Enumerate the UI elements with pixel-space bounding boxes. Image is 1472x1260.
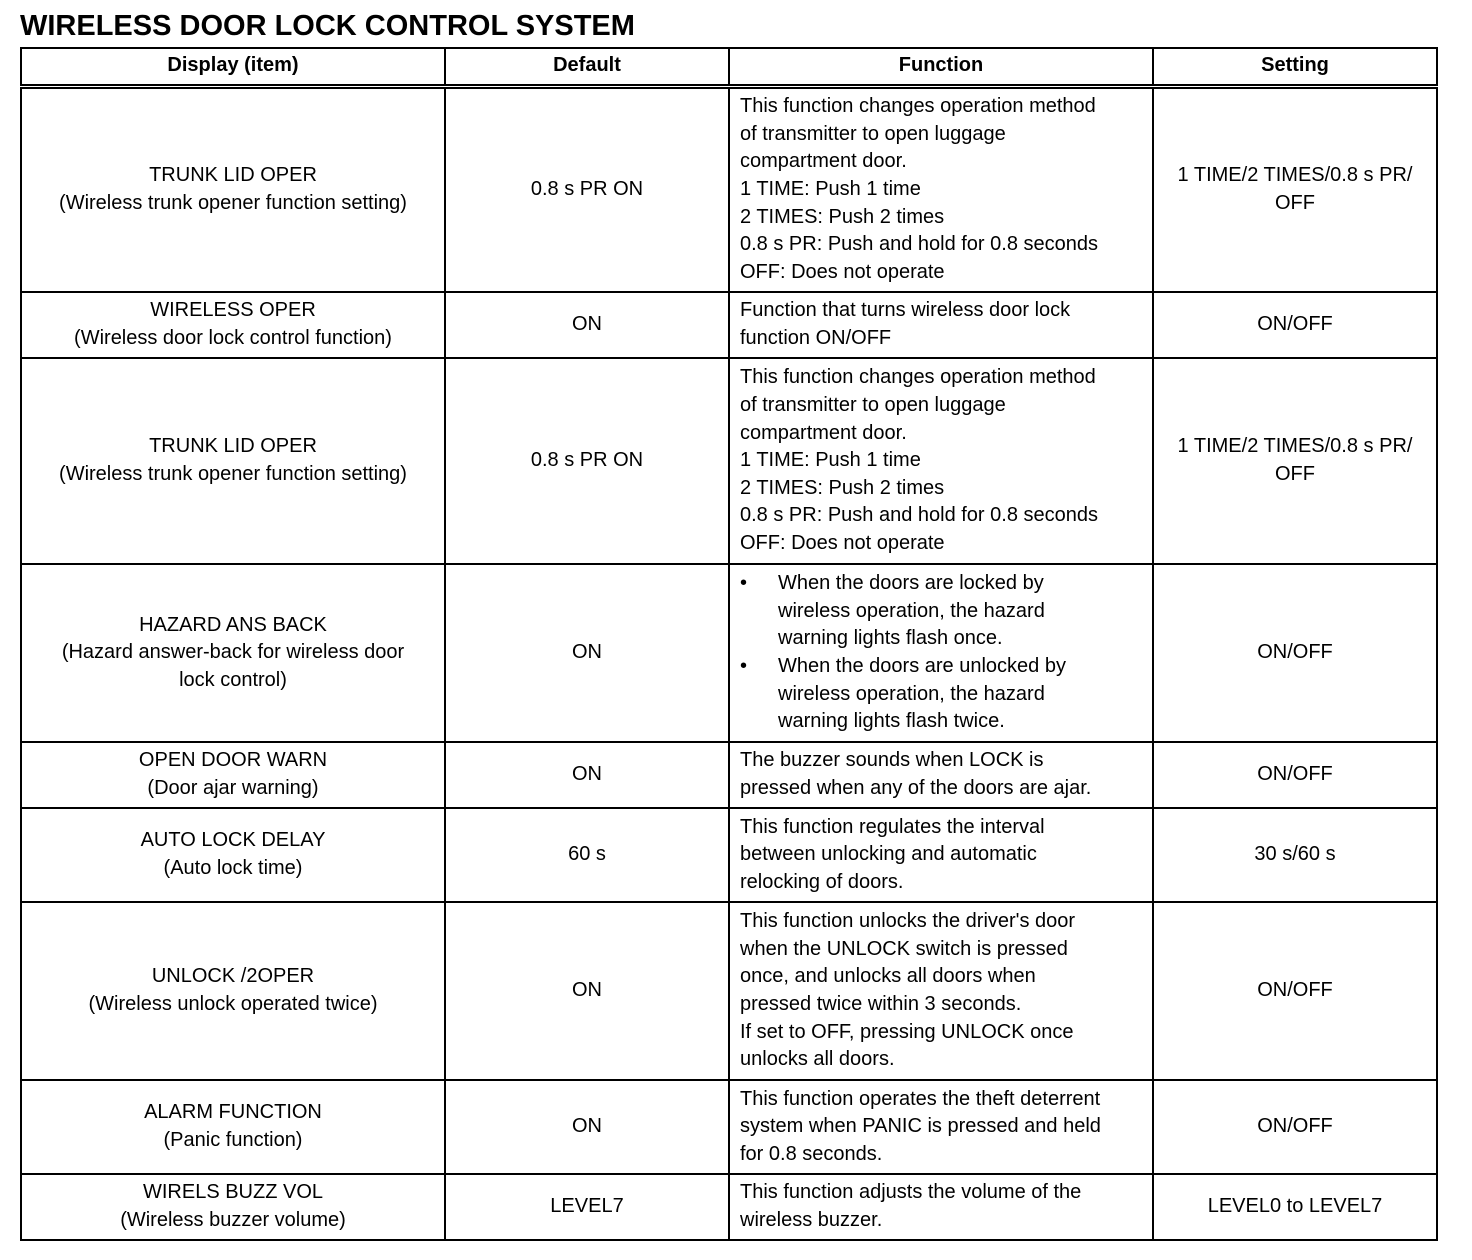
- function-line: 2 TIMES: Push 2 times: [740, 205, 945, 228]
- setting-cell: [1153, 1174, 1437, 1240]
- display-cell: [21, 1080, 445, 1174]
- setting-line: OFF: [1275, 463, 1315, 485]
- bullet-icon: •: [740, 655, 748, 677]
- display-item-name: WIRELESS OPER: [150, 299, 316, 322]
- function-line: When the doors are locked by: [778, 572, 1044, 595]
- table-row: [21, 564, 1437, 742]
- list-item: [740, 653, 1146, 736]
- display-cell: [21, 292, 445, 358]
- display-item-name: WIRELS BUZZ VOL: [142, 1181, 324, 1204]
- display-item-name: HAZARD ANS BACK: [139, 613, 327, 636]
- display-item-name: TRUNK LID OPER: [149, 164, 317, 187]
- setting-line: ON/OFF: [1257, 313, 1333, 336]
- display-item-name: TRUNK LID OPER: [149, 435, 317, 458]
- function-line: compartment door.: [740, 150, 907, 173]
- function-bullet-list: [740, 570, 1146, 736]
- header-setting: Setting: [1153, 48, 1437, 86]
- display-item-description: (Wireless trunk opener function setting): [59, 191, 407, 214]
- default-cell: 0.8 s PR ON: [445, 86, 729, 292]
- display-item-description: lock control): [179, 668, 287, 691]
- display-item-description: (Panic function): [163, 1129, 303, 1151]
- function-cell: [729, 564, 1153, 742]
- setting-line: LEVEL0 to LEVEL7: [1207, 1195, 1383, 1218]
- function-line: If set to OFF, pressing UNLOCK once: [740, 1020, 1074, 1043]
- setting-line: 1 TIME/2 TIMES/0.8 s PR/: [1177, 164, 1413, 187]
- function-line: function ON/OFF: [740, 327, 892, 349]
- table-row: [21, 1174, 1437, 1240]
- setting-line: ON/OFF: [1257, 763, 1333, 786]
- function-line: when the UNLOCK switch is pressed: [740, 937, 1068, 960]
- function-line: This function changes operation method: [740, 95, 1096, 118]
- function-cell: [729, 86, 1153, 292]
- display-item-description: (Wireless buzzer volume): [120, 1209, 346, 1231]
- display-cell: [21, 1174, 445, 1240]
- table-header: [21, 48, 1437, 86]
- setting-line: ON/OFF: [1257, 641, 1333, 664]
- function-line: for 0.8 seconds.: [740, 1142, 883, 1165]
- function-line: This function operates the theft deterrent: [740, 1087, 1101, 1110]
- display-cell: [21, 902, 445, 1080]
- default-cell: ON: [445, 1080, 729, 1174]
- setting-line: OFF: [1275, 191, 1315, 214]
- setting-cell: [1153, 808, 1437, 902]
- setting-cell: [1153, 86, 1437, 292]
- function-cell: [729, 1174, 1153, 1240]
- function-cell: [729, 902, 1153, 1080]
- function-line: wireless buzzer.: [740, 1209, 883, 1231]
- default-cell: ON: [445, 564, 729, 742]
- setting-cell: [1153, 564, 1437, 742]
- table-row: [21, 1080, 1437, 1174]
- setting-cell: [1153, 358, 1437, 564]
- setting-line: 1 TIME/2 TIMES/0.8 s PR/: [1177, 435, 1413, 458]
- display-item-name: OPEN DOOR WARN: [138, 749, 328, 772]
- display-cell: [21, 742, 445, 808]
- display-cell: [21, 86, 445, 292]
- header-row: [21, 48, 1437, 86]
- default-cell: 60 s: [445, 808, 729, 902]
- table-body: [21, 86, 1437, 1240]
- function-cell: [729, 358, 1153, 564]
- function-cell: [729, 292, 1153, 358]
- function-line: warning lights flash once.: [778, 627, 1003, 650]
- header-function: Function: [729, 48, 1153, 86]
- function-line: Function that turns wireless door lock: [740, 299, 1071, 322]
- function-line: relocking of doors.: [740, 870, 904, 893]
- display-item-description: (Wireless trunk opener function setting): [59, 463, 407, 485]
- table-row: [21, 902, 1437, 1080]
- setting-line: 30 s/60 s: [1254, 843, 1336, 866]
- display-item-description: (Auto lock time): [163, 857, 303, 879]
- default-cell: LEVEL7: [445, 1174, 729, 1240]
- function-line: When the doors are unlocked by: [778, 655, 1066, 677]
- function-line: 0.8 s PR: Push and hold for 0.8 seconds: [740, 233, 1098, 256]
- table-row: [21, 358, 1437, 564]
- setting-cell: [1153, 902, 1437, 1080]
- function-line: The buzzer sounds when LOCK is: [740, 749, 1044, 772]
- function-line: between unlocking and automatic: [740, 843, 1037, 866]
- display-cell: [21, 564, 445, 742]
- display-item-description: (Door ajar warning): [147, 777, 319, 799]
- table-row: [21, 86, 1437, 292]
- function-line: wireless operation, the hazard: [778, 599, 1045, 622]
- function-cell: [729, 808, 1153, 902]
- display-item-description: (Wireless unlock operated twice): [88, 993, 378, 1015]
- function-line: wireless operation, the hazard: [778, 682, 1045, 705]
- default-cell: ON: [445, 292, 729, 358]
- display-cell: [21, 358, 445, 564]
- function-line: 1 TIME: Push 1 time: [740, 449, 921, 472]
- table-row: [21, 742, 1437, 808]
- header-display: Display (item): [21, 48, 445, 86]
- function-line: OFF: Does not operate: [740, 531, 945, 554]
- table-row: [21, 808, 1437, 902]
- setting-cell: [1153, 1080, 1437, 1174]
- header-default: Default: [445, 48, 729, 86]
- function-line: system when PANIC is pressed and held: [740, 1115, 1101, 1138]
- setting-line: ON/OFF: [1257, 979, 1333, 1002]
- function-line: warning lights flash twice.: [778, 710, 1005, 733]
- default-cell: ON: [445, 902, 729, 1080]
- display-cell: [21, 808, 445, 902]
- function-line: This function unlocks the driver's door: [740, 910, 1076, 933]
- display-item-name: AUTO LOCK DELAY: [140, 829, 326, 852]
- function-line: of transmitter to open luggage: [740, 394, 1006, 417]
- default-cell: 0.8 s PR ON: [445, 358, 729, 564]
- function-line: This function changes operation method: [740, 366, 1096, 389]
- setting-cell: [1153, 292, 1437, 358]
- display-item-name: UNLOCK /2OPER: [151, 965, 315, 988]
- function-line: pressed when any of the doors are ajar.: [740, 777, 1092, 799]
- function-line: OFF: Does not operate: [740, 260, 945, 283]
- display-item-name: ALARM FUNCTION: [144, 1101, 322, 1124]
- setting-line: ON/OFF: [1257, 1115, 1333, 1138]
- function-line: This function adjusts the volume of the: [740, 1181, 1082, 1204]
- setting-cell: [1153, 742, 1437, 808]
- function-line: 2 TIMES: Push 2 times: [740, 476, 945, 499]
- default-cell: ON: [445, 742, 729, 808]
- function-line: This function regulates the interval: [740, 815, 1045, 838]
- function-line: pressed twice within 3 seconds.: [740, 993, 1022, 1015]
- list-item: [740, 570, 1146, 653]
- display-item-description: (Wireless door lock control function): [74, 327, 392, 349]
- function-line: of transmitter to open luggage: [740, 122, 1006, 145]
- document-title: WIRELESS DOOR LOCK CONTROL SYSTEM: [20, 10, 635, 42]
- display-item-description: (Hazard answer-back for wireless door: [61, 641, 405, 664]
- function-line: unlocks all doors.: [740, 1048, 895, 1071]
- function-line: 1 TIME: Push 1 time: [740, 177, 921, 200]
- function-line: once, and unlocks all doors when: [740, 965, 1036, 988]
- function-cell: [729, 742, 1153, 808]
- function-line: 0.8 s PR: Push and hold for 0.8 seconds: [740, 504, 1098, 527]
- bullet-icon: •: [740, 572, 748, 595]
- function-cell: [729, 1080, 1153, 1174]
- function-line: compartment door.: [740, 421, 907, 444]
- table-row: [21, 292, 1437, 358]
- settings-table: [20, 47, 1438, 1241]
